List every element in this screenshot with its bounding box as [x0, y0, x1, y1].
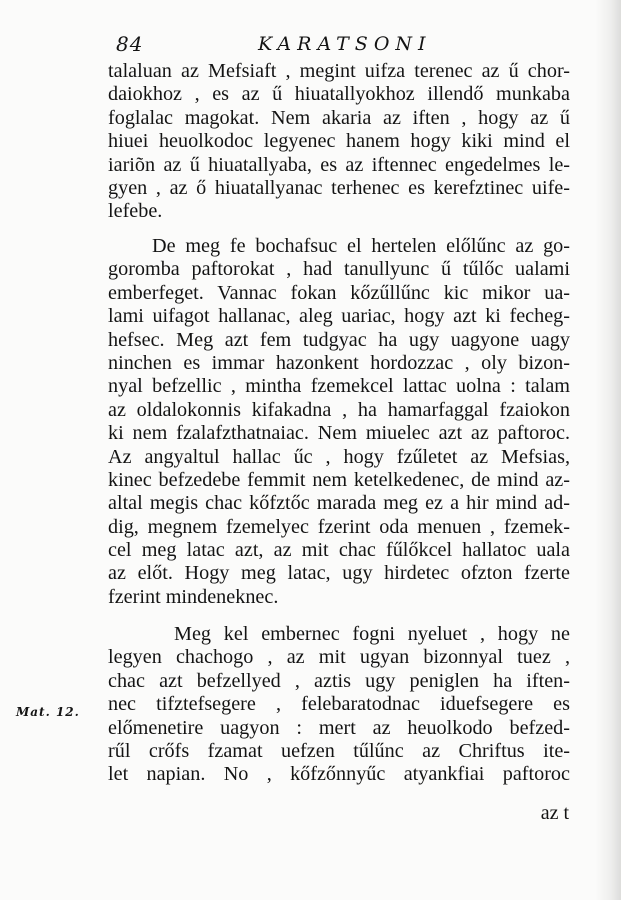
- text-line: fzerint mindeneknec.: [108, 585, 279, 608]
- text-line: Meg kel embernec fogni nyeluet , hogy ne: [174, 623, 570, 645]
- margin-note: Mat. 12.: [16, 705, 80, 719]
- page-header: [116, 32, 586, 58]
- text-line: hefsec. Meg azt fem tudgyac ha ugy uagyone uagy: [108, 328, 570, 351]
- text-line: hiuei heuolkodoc legyenec hanem hogy kiki mind el: [108, 130, 570, 153]
- text-line: kinec befzedebe femmit nem ketelkedenec, de mind az-: [108, 468, 570, 491]
- text-line: nec tifztefsegere , felebaratodnac iduefsegere es: [108, 693, 570, 716]
- paragraph-2: [108, 235, 570, 609]
- text-line: emberfeget. Vannac fokan kőzűllűnc kic mikor ua-: [108, 281, 570, 304]
- text-line: foglalac magokat. Nem akaria az iften , hogy az ű: [108, 106, 570, 129]
- text-line: daiokhoz , es az ű hiuatallyokhoz illendő munkaba: [108, 83, 570, 106]
- text-line: cel meg latac azt, az mit chac fűlőkcel hallatoc uala: [108, 539, 570, 562]
- text-line: goromba paftorokat , had tanullyunc ű tűlőc ualami: [108, 258, 570, 281]
- text-line: ninchen es immar hazonkent hordozzac , oly bizon-: [108, 351, 570, 374]
- catchword: az t: [540, 802, 569, 824]
- text-line: rűl crőfs fzamat uefzen tűlűnc az Chriftus ite-: [108, 739, 570, 762]
- text-line: ki nem fzalafzthatnaiac. Nem miuelec azt az paftoroc.: [108, 422, 570, 445]
- paragraph-1: [108, 60, 570, 224]
- text-line: lefebe.: [108, 200, 163, 223]
- text-line: lami uifagot hallanac, aleg uariac, hogy azt ki fecheg-: [108, 305, 570, 328]
- text-line: Az angyaltul hallac űc , hogy fzűletet az Mefsias,: [108, 445, 570, 468]
- page-number: 84: [116, 32, 144, 56]
- text-line: az oldalokonnis kifakadna , ha hamarfaggal fzaiokon: [108, 398, 570, 421]
- text-line: talaluan az Mefsiaft , megint uifza terenec az ű chor-: [108, 60, 570, 82]
- text-line: altal megis chac kőfztőc marada meg ez a hir mind ad-: [108, 492, 570, 515]
- text-line: az előt. Hogy meg latac, ugy hirdetec ofzton fzerte: [108, 562, 570, 585]
- text-line: dig, megnem fzemelyec fzerint oda menuen , fzemek-: [108, 515, 570, 538]
- text-line: iariõn az ű hiuatallyaba, es az iftennec engedelmes le-: [108, 153, 570, 176]
- paragraph-3: [108, 623, 570, 787]
- page-edge-shadow: [595, 0, 621, 900]
- running-head: KARATSONI: [258, 33, 432, 55]
- text-line: chac azt befzellyed , aztis ugy peniglen ha iften-: [108, 669, 570, 692]
- text-line: legyen chachogo , az mit ugyan bizonnyal tuez ,: [108, 646, 570, 669]
- text-line: De meg fe bochafsuc el hertelen előlűnc az go-: [152, 235, 570, 257]
- text-line: nyal befzellic , mintha fzemekcel lattac uolna : talam: [108, 375, 570, 398]
- text-line: gyen , az ő hiuatallyanac terhenec es kerefztinec uife-: [108, 176, 570, 199]
- text-line: let napian. No , kőfzőnnyűc atyankfiai paftoroc: [108, 763, 570, 786]
- text-line: előmenetire uagyon : mert az heuolkodo befzed-: [108, 716, 570, 739]
